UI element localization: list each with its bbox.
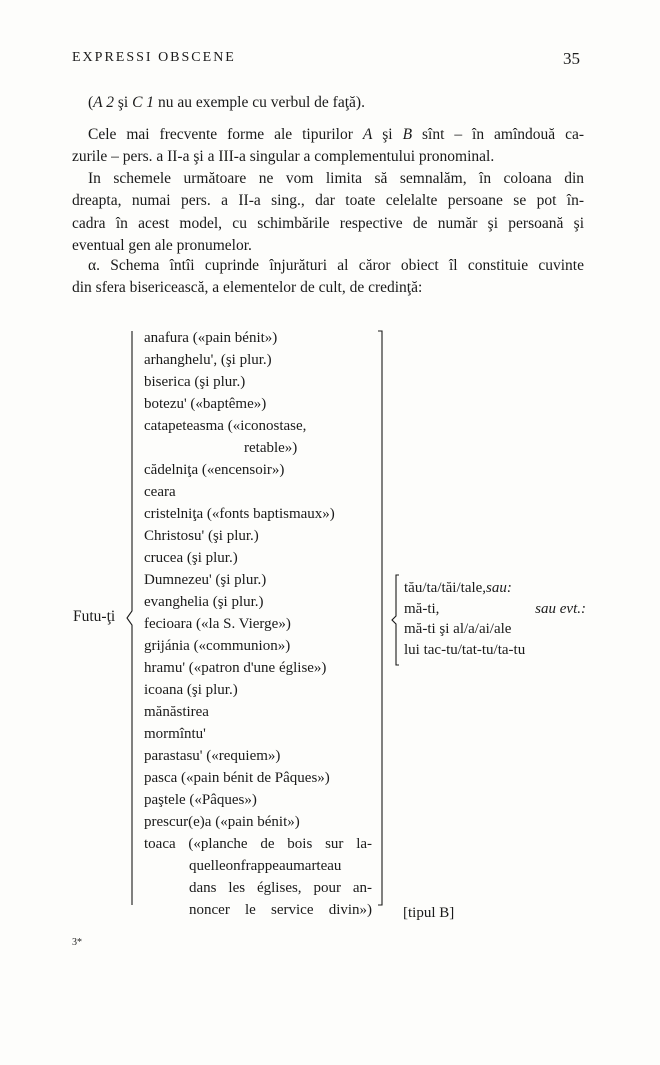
list-item: hramu' («patron d'une église») xyxy=(144,660,327,676)
verb-futu-ti: Futu-ţi xyxy=(73,608,116,625)
list-item: paştele («Pâques») xyxy=(144,792,257,808)
list-item: cădelniţa («encensoir») xyxy=(144,462,285,478)
list-item: anafura («pain bénit») xyxy=(144,330,278,346)
object-line: mă-ti, sau evt.: xyxy=(404,599,586,620)
paragraph-alpha-scheme: α. Schema întîi cuprinde înjurături al căror obiect îl constituie cuvinte din sfera bisericească, a elementelor de cult, de credinţă: xyxy=(72,257,584,297)
list-item: grijánia («communion») xyxy=(144,638,291,654)
list-item: biserica (şi plur.) xyxy=(144,374,246,390)
list-item: arhanghelu', (şi plur.) xyxy=(144,352,272,368)
object-line: tău/ta/tăi/tale,sau: xyxy=(404,580,512,596)
running-header-title: EXPRESSI OBSCENE xyxy=(72,50,236,65)
list-item: Christosu' (şi plur.) xyxy=(144,528,259,544)
list-item: botezu' («baptême») xyxy=(144,396,267,412)
object-list xyxy=(404,578,586,660)
list-item: pasca («pain bénit de Pâques») xyxy=(144,770,330,786)
paragraph-schemes: In schemele următoare ne vom limita să semnalăm, în coloana din dreapta, numai pers. a II-a sing., dar toate celelalte persoane se pot în- cadra în acest model, cu schimbările respective de număr şi persoană şi eventual gen ale pronumelor. xyxy=(72,170,584,255)
paragraph-frequent-forms: Cele mai frecvente forme ale tipurilor A şi B sînt – în amîndouă ca- zurile – pers. a II-a şi a III-a singular a complementului pronominal. xyxy=(72,126,585,166)
list-item: parastasu' («requiem») xyxy=(144,748,281,764)
note-sau-evt: sau evt.: xyxy=(535,600,586,617)
right-bracket xyxy=(374,329,390,907)
list-item: evanghelia (şi plur.) xyxy=(144,594,264,610)
list-item-toaca: toaca («planche de bois sur la- quelleonfrappeaumarteau dans les églises, pour an- noncer le service divin») xyxy=(144,836,373,918)
list-item: Dumnezeu' (şi plur.) xyxy=(144,572,267,588)
object-line: mă-ti şi al/a/ai/ale xyxy=(404,621,512,637)
signature-mark: 3* xyxy=(72,937,82,948)
noun-list xyxy=(144,327,372,921)
list-item: ceara xyxy=(144,484,176,500)
type-label: [tipul B] xyxy=(403,905,455,921)
object-curly-brace xyxy=(389,574,403,666)
paragraph-note: (A 2 şi C 1 nu au exemple cu verbul de faţă). xyxy=(88,94,365,111)
left-curly-brace xyxy=(114,329,134,907)
object-line: lui tac-tu/tat-tu/ta-tu xyxy=(404,641,526,658)
list-item: fecioara («la S. Vierge») xyxy=(144,616,291,632)
note-sau: sau: xyxy=(486,580,512,596)
list-item: mănăstirea xyxy=(144,704,209,720)
list-item: catapeteasma («iconostase, xyxy=(144,418,307,434)
page-number: 35 xyxy=(563,49,580,68)
list-item: cristelniţa («fonts baptismaux») xyxy=(144,506,335,522)
list-item: mormîntu' xyxy=(144,726,206,742)
list-item: prescur(e)a («pain bénit») xyxy=(144,814,300,830)
list-item-continuation: retable») xyxy=(244,440,298,456)
list-item: crucea (şi plur.) xyxy=(144,550,238,566)
list-item: icoana (şi plur.) xyxy=(144,682,238,698)
